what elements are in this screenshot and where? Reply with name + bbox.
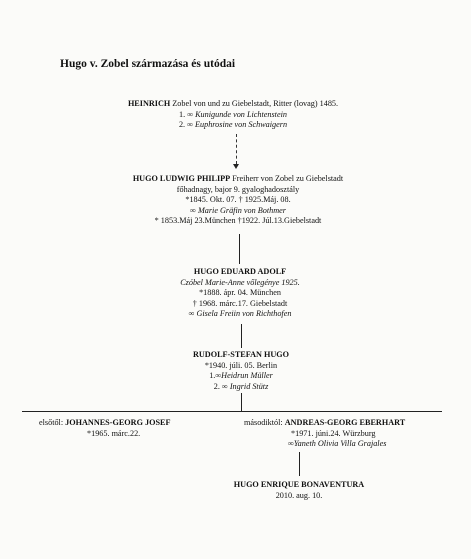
andreas-birth: *1971. júni.24. Würzburg (291, 428, 376, 438)
person-andreas (244, 418, 405, 450)
person-heinrich (113, 99, 353, 131)
children-horizontal-line (22, 411, 442, 412)
hugo-ludwig-spouse: Marie Gräfin von Bothmer (197, 205, 286, 215)
hugo-ludwig-line1 (118, 174, 358, 185)
hugo-eduard-spouse-prefix: ∞ (188, 309, 197, 319)
page-title: Hugo v. Zobel származása és utódai (60, 58, 236, 70)
johannes-prefix: elsőtől: (39, 418, 66, 427)
andreas-prefix: másodiktól: (244, 418, 285, 427)
hugo-ludwig-rank: főhadnagy, bajor 9. gyaloghadosztály (176, 184, 300, 194)
heinrich-spouse1: Kunigunde von Lichtenstein (195, 109, 287, 119)
hugo-ludwig-spouse-prefix: ∞ (190, 205, 198, 215)
person-hugo-ludwig (118, 174, 358, 227)
hugo-ludwig-spouse-dates: * 1853.Máj 23.München †1922. Júl.13.Giebelstadt (154, 216, 322, 226)
hugo-enrique-name: HUGO ENRIQUE BONAVENTURA (233, 480, 365, 489)
heinrich-line1 (113, 99, 353, 110)
rudolf-spouse2: Ingrid Stütz (229, 381, 269, 391)
hugo-eduard-death: † 1968. márc.17. Giebelstadt (192, 298, 288, 308)
hugo-enrique-birth: 2010. aug. 10. (275, 490, 323, 500)
andreas-spouse: Yaneth Olivia Villa Grajales (293, 439, 387, 449)
rudolf-spouse2-prefix: 2. ∞ (213, 381, 230, 391)
rudolf-spouse2-line (146, 382, 336, 393)
andreas-spouse-line (244, 439, 405, 450)
arrow-down-icon (233, 164, 239, 169)
hugo-eduard-note: Czóbel Marie-Anne vőlegénye 1925. (180, 277, 300, 287)
hugo-eduard-name: HUGO EDUARD ADOLF (193, 267, 287, 276)
andreas-name: ANDREAS-GEORG EBERHART (284, 418, 406, 427)
rudolf-name: RUDOLF-STEFAN HUGO (192, 350, 290, 359)
connector-hugo-ludwig-hugo-eduard (239, 234, 240, 264)
person-hugo-enrique (214, 480, 384, 501)
connector-andreas-hugo-enrique (299, 452, 300, 476)
rudolf-spouse1: Heidrun Müller (221, 371, 273, 381)
hugo-eduard-spouse-line (140, 309, 340, 320)
heinrich-spouse2-line (113, 120, 353, 131)
connector-hugo-eduard-rudolf (241, 324, 242, 348)
hugo-eduard-spouse: Gisela Freiin von Richthofen (196, 309, 292, 319)
johannes-name: JOHANNES-GEORG JOSEF (65, 418, 171, 427)
heinrich-spouse1-line (113, 110, 353, 121)
connector-rudolf-children (241, 393, 242, 411)
heinrich-title: Zobel von und zu Giebelstadt, Ritter (lovag) 1485. (170, 99, 339, 108)
hugo-ludwig-dates: *1845. Okt. 07. † 1925.Máj. 08. (185, 195, 291, 205)
person-hugo-eduard (140, 267, 340, 320)
heinrich-spouse2: Euphrosine von Schwaigern (195, 120, 288, 130)
hugo-ludwig-name: HUGO LUDWIG PHILIPP (132, 174, 231, 183)
johannes-line1 (39, 418, 170, 429)
andreas-line1 (244, 418, 405, 429)
rudolf-spouse1-prefix: 1.∞ (209, 371, 222, 381)
connector-heinrich-hugo-ludwig (236, 134, 237, 164)
heinrich-spouse2-prefix: 2. ∞ (178, 120, 196, 130)
rudolf-spouse1-line (146, 371, 336, 382)
heinrich-spouse1-prefix: 1. ∞ (179, 109, 196, 119)
hugo-ludwig-title: Freiherr von Zobel zu Giebelstadt (230, 174, 344, 183)
hugo-ludwig-spouse-line (118, 206, 358, 217)
hugo-eduard-birth: *1888. ápr. 04. München (199, 288, 281, 298)
person-johannes (39, 418, 170, 439)
andreas-spouse-prefix: ∞ (288, 439, 294, 449)
person-rudolf (146, 350, 336, 392)
johannes-birth: *1965. márc.22. (87, 428, 141, 438)
rudolf-birth: *1940. júli. 05. Berlin (204, 360, 278, 370)
heinrich-name: HEINRICH (127, 99, 171, 108)
